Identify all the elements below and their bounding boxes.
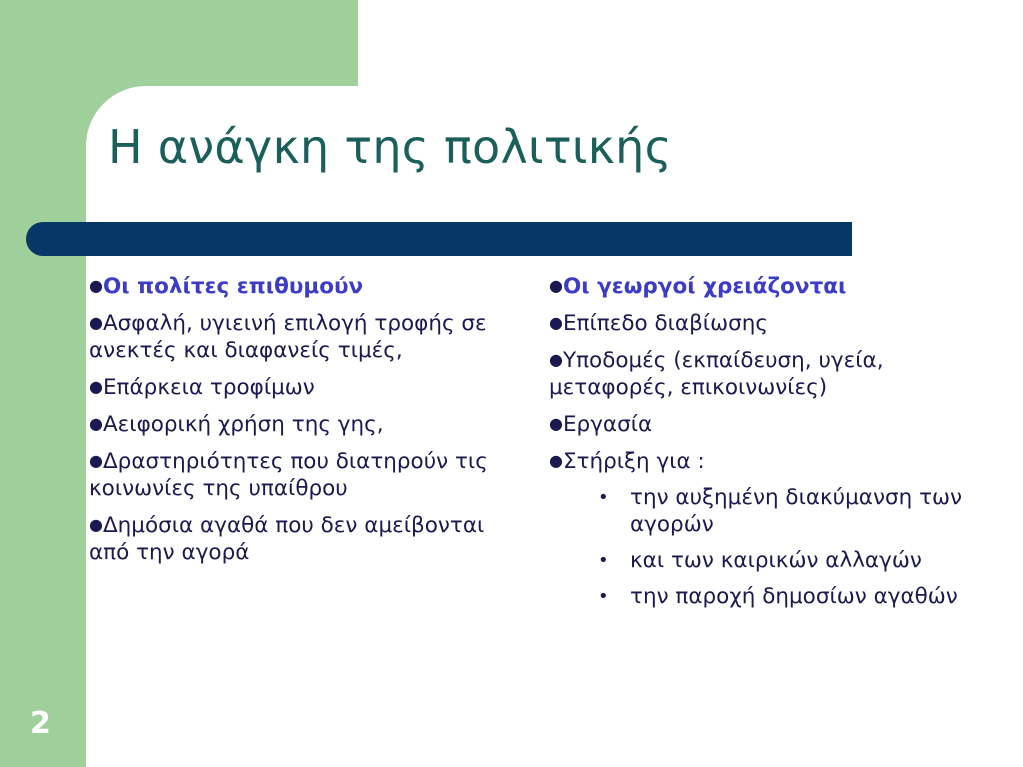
top-white-area — [358, 0, 1023, 100]
column-heading: Οι πολίτες επιθυμούν — [102, 274, 364, 299]
bullet-item — [549, 410, 979, 438]
bullet-text: Στήριξη για : — [562, 449, 705, 474]
bullet-text: Δραστηριότητες που διατηρούν τις κοινωνίες της υπαίθρου — [89, 449, 488, 501]
title-divider-bar — [26, 222, 852, 256]
bullet-icon: ● — [549, 414, 563, 433]
farmers-column — [549, 272, 979, 619]
column-heading: Οι γεωργοί χρειάζονται — [562, 274, 847, 299]
bullet-item — [89, 511, 519, 566]
sub-bullet-text: την αυξημένη διακύμανση των αγορών — [630, 485, 963, 537]
bullet-item — [89, 309, 519, 364]
bullet-item — [89, 410, 519, 438]
bullet-text: Επάρκεια τροφίμων — [102, 375, 315, 400]
top-green-band — [0, 0, 358, 86]
slide-title: Η ανάγκη της πολιτικής — [108, 120, 672, 174]
bullet-text: Υποδομές (εκπαίδευση, υγεία, μεταφορές, επικοινωνίες) — [549, 348, 884, 400]
citizens-column — [89, 272, 519, 575]
bullet-icon: ● — [549, 350, 563, 369]
left-green-band — [0, 0, 86, 767]
sub-bullet-icon: • — [598, 586, 609, 607]
bullet-icon: ● — [549, 451, 563, 470]
bullet-item — [549, 447, 979, 475]
bullet-icon: ● — [89, 377, 103, 396]
bullet-text: Αειφορική χρήση της γης, — [102, 412, 384, 437]
sub-bullet-icon: • — [598, 550, 609, 571]
bullet-item — [549, 272, 979, 300]
bullet-icon: ● — [549, 276, 563, 295]
bullet-icon: ● — [89, 414, 103, 433]
sub-bullet-item — [549, 484, 979, 538]
bullet-text: Επίπεδο διαβίωσης — [562, 311, 768, 336]
sub-bullet-text: και των καιρικών αλλαγών — [630, 548, 922, 573]
bullet-text: Δημόσια αγαθά που δεν αμείβονται από την αγορά — [89, 513, 485, 565]
bullet-icon: ● — [89, 313, 103, 332]
bullet-icon: ● — [89, 276, 103, 295]
bullet-item — [89, 447, 519, 502]
sub-bullet-item — [549, 583, 979, 610]
bullet-item — [549, 309, 979, 337]
sub-bullet-text: την παροχή δημοσίων αγαθών — [630, 584, 958, 609]
bullet-text: Ασφαλή, υγιεινή επιλογή τροφής σε ανεκτές και διαφανείς τιμές, — [89, 311, 487, 363]
bullet-icon: ● — [89, 451, 103, 470]
bullet-item — [549, 346, 979, 401]
bullet-item — [89, 272, 519, 300]
bullet-icon: ● — [549, 313, 563, 332]
bullet-text: Εργασία — [562, 412, 653, 437]
sub-bullet-icon: • — [598, 487, 609, 508]
bullet-icon: ● — [89, 515, 103, 534]
sub-bullet-item — [549, 547, 979, 574]
bullet-item — [89, 373, 519, 401]
slide-number: 2 — [30, 706, 51, 741]
